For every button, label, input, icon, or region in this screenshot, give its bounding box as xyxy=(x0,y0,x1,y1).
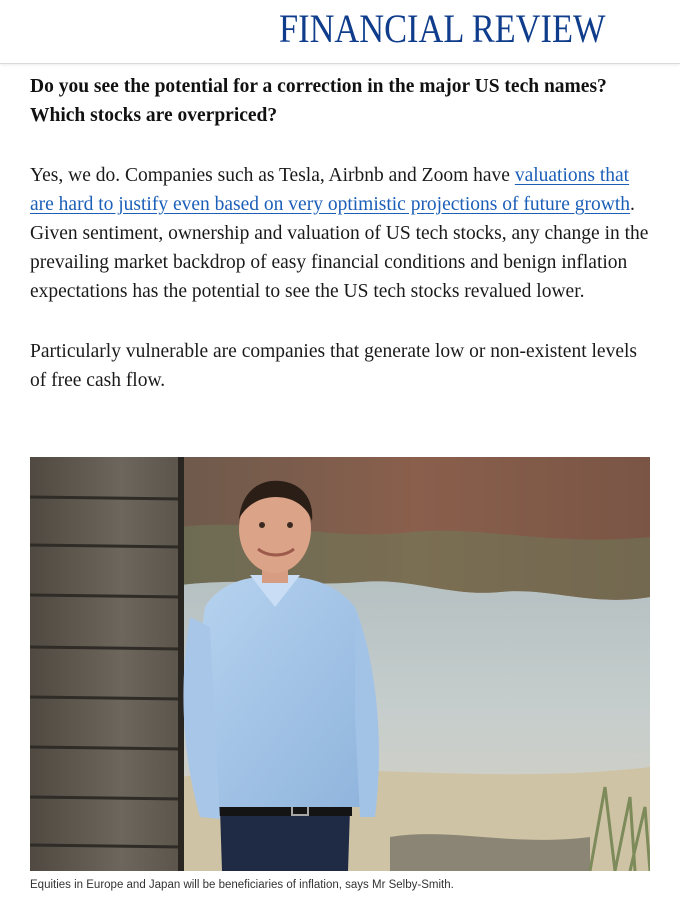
photo-caption: Equities in Europe and Japan will be beneficiaries of inflation, says Mr Selby-Smith. xyxy=(30,879,454,891)
answer-paragraph-2: Particularly vulnerable are companies that generate low or non-existent levels of free cash flow. xyxy=(30,341,637,391)
site-header xyxy=(0,0,680,64)
portrait-photo-illustration xyxy=(30,457,650,871)
paragraph-text-after-link: . Given sentiment, ownership and valuation of US tech stocks, any change in the prevailing market backdrop of easy financial conditions and benign inflation expectations has the potential to see the US tech stocks revalued lower. xyxy=(30,194,649,302)
article-body xyxy=(30,72,650,395)
valuations-article-link[interactable]: valuations that are hard to justify even based on very optimistic projections of future growth xyxy=(30,165,631,215)
masthead-logo[interactable]: FINANCIAL REVIEW xyxy=(279,6,606,51)
interview-question: Do you see the potential for a correction in the major US tech names? Which stocks are overpriced? xyxy=(30,76,607,126)
paragraph-text-before-link: Yes, we do. Companies such as Tesla, Airbnb and Zoom have xyxy=(30,165,515,186)
answer-paragraph-1 xyxy=(30,161,650,306)
article-photo xyxy=(30,457,650,871)
